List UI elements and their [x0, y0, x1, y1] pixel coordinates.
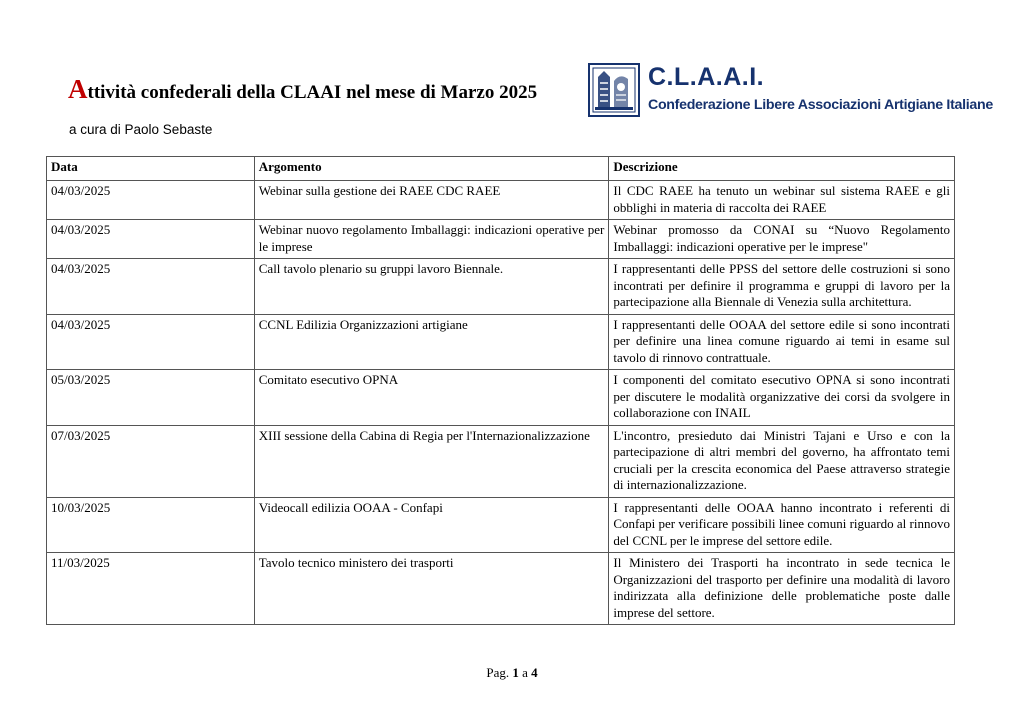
- header-data: Data: [47, 157, 255, 181]
- cell-descrizione: Il CDC RAEE ha tenuto un webinar sul sistema RAEE e gli obblighi in materia di raccolta dei RAEE: [609, 181, 955, 220]
- footer-prefix: Pag.: [486, 665, 513, 680]
- cell-argomento: CCNL Edilizia Organizzazioni artigiane: [254, 314, 609, 370]
- table-row: [47, 425, 955, 497]
- cell-data: 04/03/2025: [47, 181, 255, 220]
- cell-descrizione: I rappresentanti delle PPSS del settore delle costruzioni si sono incontrati per definire il programma e gruppi di lavoro per la partecipazione alla Biennale di Venezia sulla architettura.: [609, 259, 955, 315]
- claai-logo: [588, 63, 993, 119]
- logo-full-name: Confederazione Libere Associazioni Artigiane Italiane: [648, 97, 993, 113]
- cell-data: 04/03/2025: [47, 314, 255, 370]
- table-row: [47, 497, 955, 553]
- cell-descrizione: I componenti del comitato esecutivo OPNA si sono incontrati per discutere le modalità organizzative dei corsi da svolgere in collaborazione con INAIL: [609, 370, 955, 426]
- table-row: [47, 370, 955, 426]
- cell-descrizione: Il Ministero dei Trasporti ha incontrato in sede tecnica le Organizzazioni del trasporto per definire una modalità di lavoro indirizzata alla definizione delle problematiche poste dalle imprese del settore.: [609, 553, 955, 625]
- cell-argomento: Call tavolo plenario su gruppi lavoro Biennale.: [254, 259, 609, 315]
- document-title: [68, 74, 537, 105]
- title-initial: A: [68, 74, 88, 104]
- document-subtitle: a cura di Paolo Sebaste: [69, 122, 213, 137]
- cell-data: 07/03/2025: [47, 425, 255, 497]
- table-row: [47, 181, 955, 220]
- table-header-row: [47, 157, 955, 181]
- activities-table: [46, 156, 955, 625]
- title-text: ttività confederali della CLAAI nel mese di Marzo 2025: [87, 82, 538, 103]
- footer-middle: a: [518, 665, 532, 680]
- footer-page-number: 1: [512, 665, 519, 680]
- logo-acronym: C.L.A.A.I.: [648, 63, 765, 91]
- cell-argomento: Webinar nuovo regolamento Imballaggi: indicazioni operative per le imprese: [254, 220, 609, 259]
- cell-data: 11/03/2025: [47, 553, 255, 625]
- claai-emblem-icon: [588, 63, 640, 117]
- cell-data: 05/03/2025: [47, 370, 255, 426]
- cell-data: 10/03/2025: [47, 497, 255, 553]
- header-descrizione: Descrizione: [609, 157, 955, 181]
- cell-argomento: Videocall edilizia OOAA - Confapi: [254, 497, 609, 553]
- page-footer: [0, 665, 1024, 681]
- cell-argomento: Comitato esecutivo OPNA: [254, 370, 609, 426]
- cell-data: 04/03/2025: [47, 220, 255, 259]
- header-argomento: Argomento: [254, 157, 609, 181]
- footer-page-total: 4: [531, 665, 538, 680]
- table-row: [47, 553, 955, 625]
- cell-descrizione: I rappresentanti delle OOAA del settore edile si sono incontrati per definire una linea comune riguardo ai temi in esame sul tavolo di rinnovo contrattuale.: [609, 314, 955, 370]
- table-row: [47, 259, 955, 315]
- cell-descrizione: I rappresentanti delle OOAA hanno incontrato i referenti di Confapi per verificare possibili linee comuni riguardo al rinnovo del CCNL per le imprese del settore edile.: [609, 497, 955, 553]
- table-row: [47, 314, 955, 370]
- cell-data: 04/03/2025: [47, 259, 255, 315]
- cell-argomento: XIII sessione della Cabina di Regia per l'Internazionalizzazione: [254, 425, 609, 497]
- table-row: [47, 220, 955, 259]
- cell-argomento: Webinar sulla gestione dei RAEE CDC RAEE: [254, 181, 609, 220]
- cell-descrizione: L'incontro, presieduto dai Ministri Tajani e Urso e con la partecipazione di altri membri del governo, ha affrontato temi cruciali per la crescita economica del Paese attraverso strategie di internazionalizzazione.: [609, 425, 955, 497]
- cell-descrizione: Webinar promosso da CONAI su “Nuovo Regolamento Imballaggi: indicazioni operative per le imprese": [609, 220, 955, 259]
- cell-argomento: Tavolo tecnico ministero dei trasporti: [254, 553, 609, 625]
